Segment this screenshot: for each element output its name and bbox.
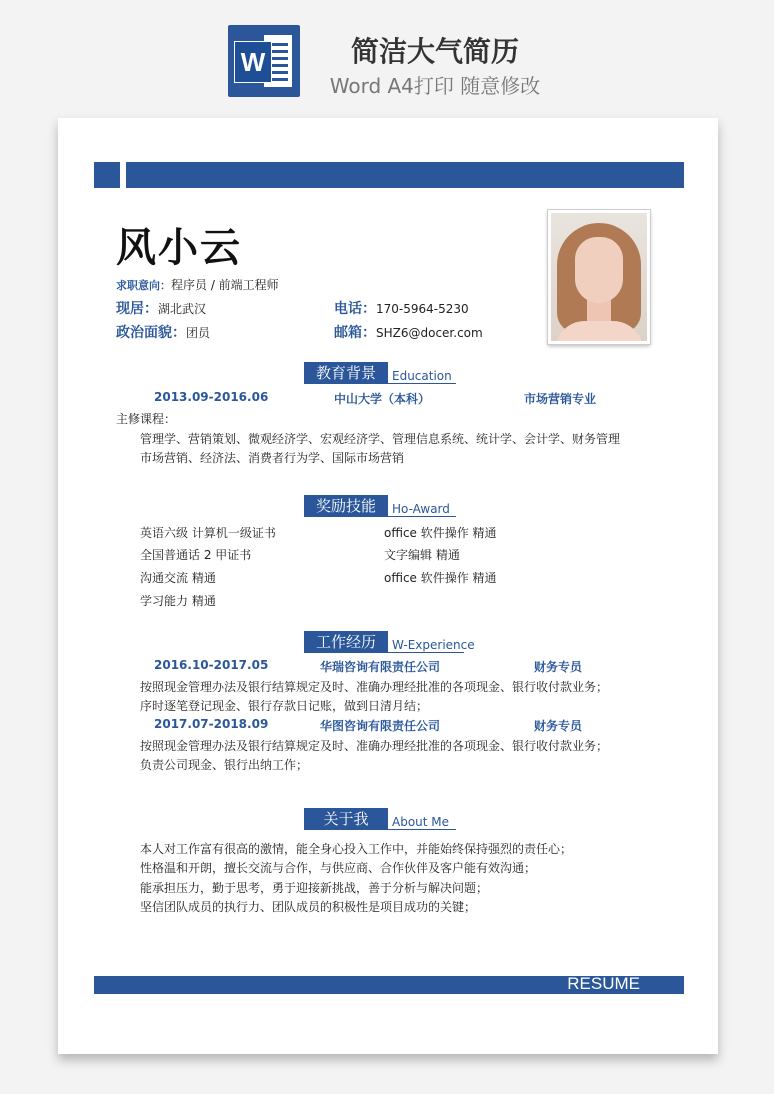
job-2-role: 财务专员 — [534, 719, 583, 733]
resume-page — [58, 118, 718, 1054]
email-value: SHZ6@docer.com — [376, 326, 483, 340]
phone — [334, 298, 469, 318]
profile-photo — [548, 210, 650, 344]
email-label: 邮箱： — [334, 325, 376, 341]
courses-line-1: 管理学、营销策划、微观经济学、宏观经济学、管理信息系统、统计学、会计学、财务管理 — [140, 432, 621, 446]
location-value: 湖北武汉 — [158, 302, 207, 316]
about-en: About Me — [392, 815, 450, 829]
header — [0, 0, 774, 110]
about-line-2: 性格温和开朗，擅长交流与合作，与供应商、合作伙伴及客户能有效沟通； — [140, 861, 537, 875]
politics — [116, 322, 210, 342]
top-bar — [126, 162, 684, 188]
about-line-1: 本人对工作富有很高的激情，能全身心投入工作中，并能始终保持强烈的责任心； — [140, 842, 573, 856]
job-1-role: 财务专员 — [534, 660, 583, 674]
edu-school: 中山大学（本科） — [334, 392, 431, 406]
education-title: 教育背景 — [304, 362, 388, 384]
location — [116, 298, 206, 318]
awards-rule — [388, 516, 456, 517]
education-en: Education — [392, 369, 452, 383]
education-rule — [388, 383, 456, 384]
about-rule — [388, 829, 456, 830]
job-2-line-1: 按照现金管理办法及银行结算规定及时、准确办理经批准的各项现金、银行收付款业务； — [140, 739, 609, 753]
job-1-company: 华瑞咨询有限责任公司 — [320, 660, 441, 674]
award-left-2: 全国普通话 2 甲证书 — [140, 548, 252, 562]
word-icon — [228, 25, 300, 97]
courses-label: 主修课程： — [116, 412, 177, 426]
about-line-3: 能承担压力，勤于思考，勇于迎接新挑战，善于分析与解决问题； — [140, 881, 489, 895]
header-title: 简洁大气简历 — [350, 35, 519, 68]
awards-title: 奖励技能 — [304, 495, 388, 517]
top-bar-square — [94, 162, 120, 188]
header-subtitle: Word A4打印 随意修改 — [329, 74, 541, 98]
award-right-2: 文字编辑 精通 — [384, 548, 460, 562]
work-title: 工作经历 — [304, 631, 388, 653]
job-2-company: 华图咨询有限责任公司 — [320, 719, 441, 733]
job-1-line-1: 按照现金管理办法及银行结算规定及时、准确办理经批准的各项现金、银行收付款业务； — [140, 680, 609, 694]
footer-bar — [94, 976, 684, 994]
job-intent — [116, 276, 279, 293]
award-left-3: 沟通交流 精通 — [140, 571, 216, 585]
job-value: 程序员 / 前端工程师 — [171, 278, 279, 292]
award-right-1: office 软件操作 精通 — [384, 526, 497, 540]
job-2-period: 2017.07-2018.09 — [154, 717, 269, 731]
courses-line-2: 市场营销、经济法、消费者行为学、国际市场营销 — [140, 451, 405, 465]
award-right-3: office 软件操作 精通 — [384, 571, 497, 585]
edu-major: 市场营销专业 — [524, 392, 597, 406]
job-2-line-2: 负责公司现金、银行出纳工作； — [140, 758, 309, 772]
awards-en: Ho-Award — [392, 502, 450, 516]
job-1-line-2: 序时逐笔登记现金、银行存款日记账，做到日清月结； — [140, 699, 429, 713]
about-line-4: 坚信团队成员的执行力、团队成员的积极性是项目成功的关键； — [140, 900, 477, 914]
footer-resume-label: RESUME — [567, 974, 640, 993]
edu-period: 2013.09-2016.06 — [154, 390, 269, 404]
word-letter: W — [234, 41, 272, 83]
work-en: W-Experience — [392, 638, 475, 652]
job-label: 求职意向： — [116, 279, 171, 292]
work-rule — [388, 652, 464, 653]
about-title: 关于我 — [304, 808, 388, 830]
phone-label: 电话： — [334, 301, 376, 317]
job-1-period: 2016.10-2017.05 — [154, 658, 269, 672]
award-left-1: 英语六级 计算机一级证书 — [140, 526, 276, 540]
politics-label: 政治面貌： — [116, 325, 186, 341]
email — [334, 322, 483, 342]
resume-name: 风小云 — [116, 225, 242, 271]
phone-value: 170-5964-5230 — [376, 302, 469, 316]
award-left-4: 学习能力 精通 — [140, 594, 216, 608]
location-label: 现居： — [116, 301, 158, 317]
politics-value: 团员 — [186, 326, 211, 340]
